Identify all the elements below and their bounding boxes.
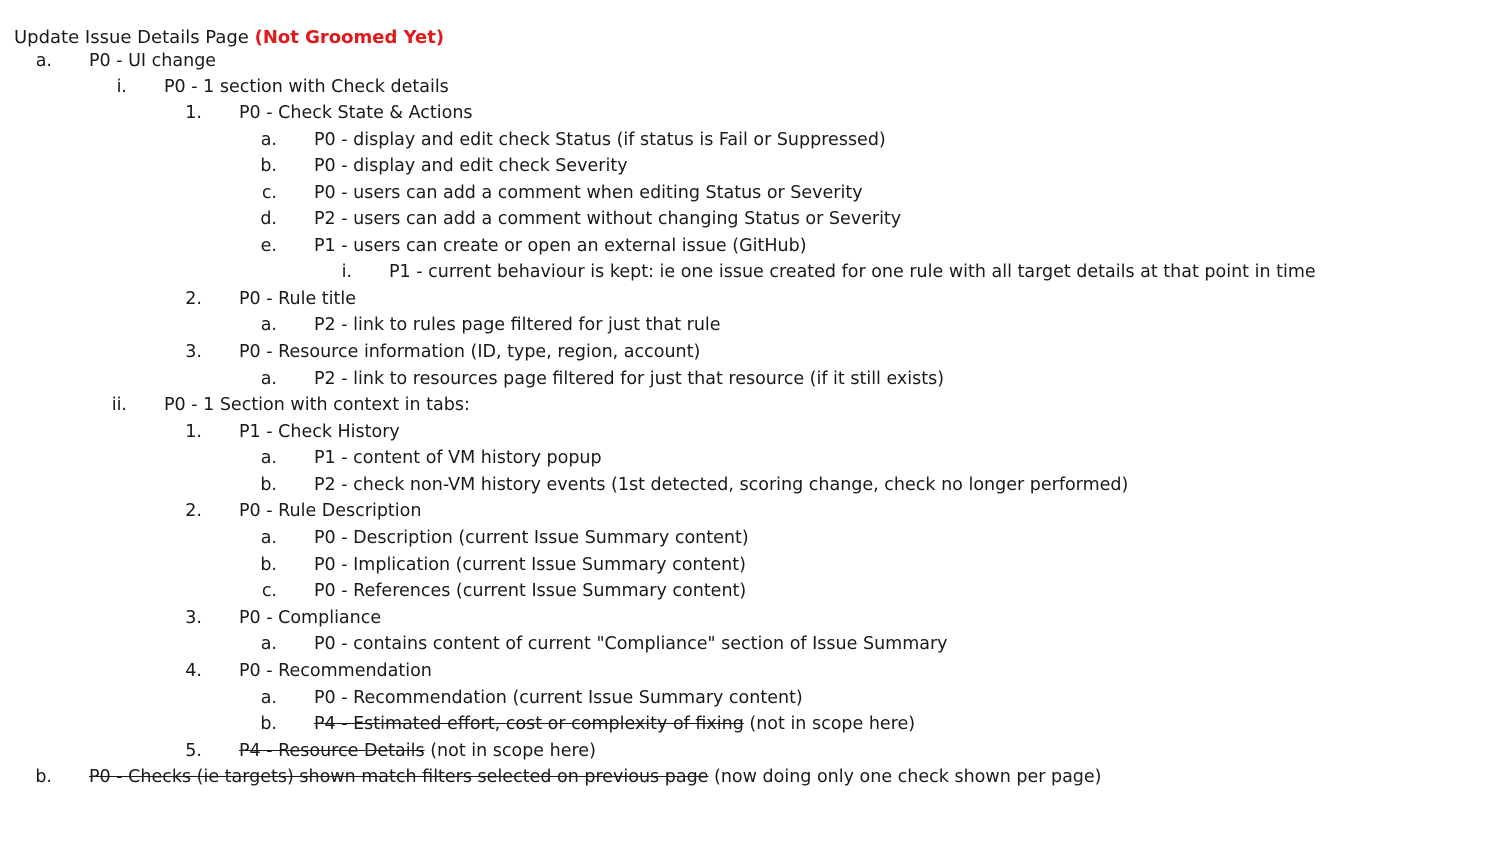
list-item-text: P1 - users can create or open an external issue (GitHub) [314, 236, 807, 256]
list-marker: 1. [185, 422, 202, 442]
list-item-text: P0 - References (current Issue Summary content) [314, 581, 747, 601]
list-marker: ii. [111, 395, 127, 415]
list-item-text: P0 - Resource information (ID, type, region, account) [239, 342, 701, 362]
list-marker: c. [261, 183, 277, 203]
list-item-text: P0 - Rule Description [239, 501, 422, 521]
list-marker: a. [260, 130, 277, 150]
list-item-text: P0 - display and edit check Severity [314, 156, 628, 176]
list-item-text: P0 - UI change [89, 51, 217, 71]
list-item-text: P0 - Description (current Issue Summary content) [314, 528, 749, 548]
list-marker: 5. [185, 741, 202, 761]
list-marker: a. [260, 369, 277, 389]
page-title [14, 27, 444, 48]
list-marker: i. [341, 262, 352, 282]
list-item-text: (now doing only one check shown per page) [708, 767, 1102, 787]
list-marker: 2. [185, 289, 202, 309]
struck-text: P4 - Estimated effort, cost or complexity of fixing [314, 714, 744, 734]
list-item-text: P0 - Rule title [239, 289, 356, 309]
list-item-text: P2 - link to resources page filtered for just that resource (if it still exists) [314, 369, 945, 389]
list-item-text: P0 - Recommendation (current Issue Summary content) [314, 688, 803, 708]
list-item-text: P0 - 1 section with Check details [164, 77, 449, 97]
list-item-text: P1 - content of VM history popup [314, 448, 602, 468]
list-marker: b. [35, 767, 52, 787]
list-marker: e. [260, 236, 277, 256]
list-marker: a. [260, 315, 277, 335]
list-item-text: P2 - link to rules page filtered for just that rule [314, 315, 721, 335]
list-item-text: P0 - contains content of current "Compliance" section of Issue Summary [314, 634, 948, 654]
list-item-text: P0 - Recommendation [239, 661, 432, 681]
list-marker: b. [260, 475, 277, 495]
not-groomed-tag: (Not Groomed Yet) [254, 27, 445, 48]
list-marker: 2. [185, 501, 202, 521]
list-item-text: P2 - users can add a comment without changing Status or Severity [314, 209, 902, 229]
list-item-text: P0 - display and edit check Status (if status is Fail or Suppressed) [314, 130, 886, 150]
list-marker: 4. [185, 661, 202, 681]
list-marker: b. [260, 156, 277, 176]
list-marker: a. [35, 51, 52, 71]
list-marker: 1. [185, 103, 202, 123]
list-marker: a. [260, 528, 277, 548]
struck-text: P4 - Resource Details [239, 741, 425, 761]
list-item-text: P2 - check non-VM history events (1st detected, scoring change, check no longer performed) [314, 475, 1129, 495]
list-marker: b. [260, 555, 277, 575]
list-item-text: P1 - current behaviour is kept: ie one issue created for one rule with all target details at that point in time [389, 262, 1316, 282]
list-marker: i. [116, 77, 127, 97]
list-marker: c. [261, 581, 277, 601]
list-item-text: P1 - Check History [239, 422, 400, 442]
list-item-text: P0 - Implication (current Issue Summary content) [314, 555, 746, 575]
list-marker: b. [260, 714, 277, 734]
list-item-text: P0 - users can add a comment when editing Status or Severity [314, 183, 863, 203]
title-text: Update Issue Details Page [14, 27, 255, 48]
list-item-text: (not in scope here) [424, 741, 596, 761]
struck-text: P0 - Checks (ie targets) shown match filters selected on previous page [89, 767, 709, 787]
list-item-text: P0 - Compliance [239, 608, 382, 628]
list-marker: a. [260, 634, 277, 654]
list-item-text: (not in scope here) [743, 714, 916, 734]
list-marker: a. [260, 448, 277, 468]
list-item-text: P0 - Check State & Actions [239, 103, 473, 123]
list-marker: 3. [185, 608, 202, 628]
list-item-text: P0 - 1 Section with context in tabs: [164, 395, 470, 415]
list-marker: d. [260, 209, 277, 229]
list-marker: a. [260, 688, 277, 708]
list-marker: 3. [185, 342, 202, 362]
